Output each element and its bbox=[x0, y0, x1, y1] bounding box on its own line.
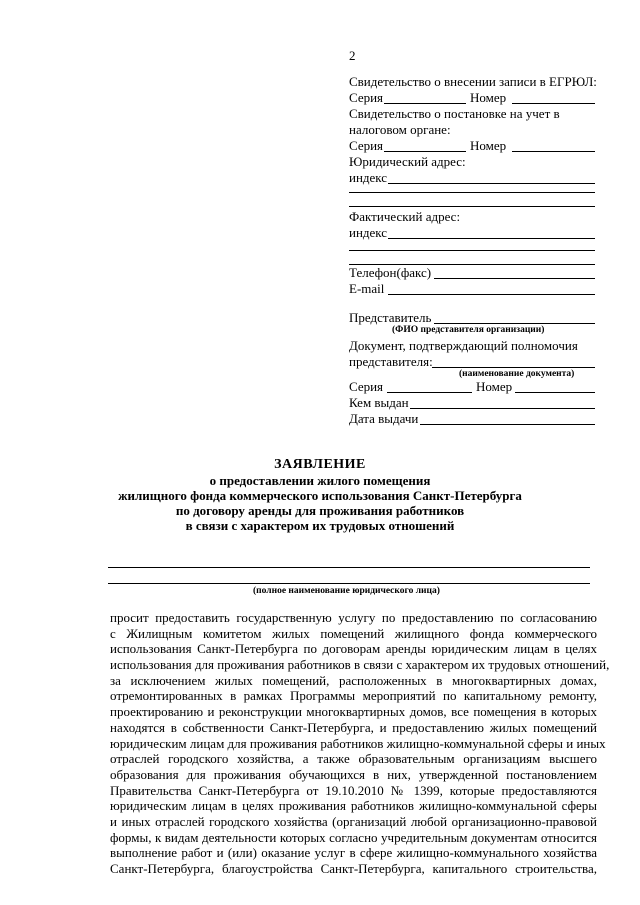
actual-address-label: Фактический адрес: bbox=[349, 209, 461, 224]
body-line: просит предоставить государственную услугу по предоставлению по согласованию bbox=[110, 610, 597, 625]
authority-document-field[interactable] bbox=[432, 367, 595, 368]
body-line: использования для проживания работников в связи с характером их трудовых отношений, bbox=[110, 657, 610, 673]
series-label: Серия bbox=[349, 90, 384, 105]
tax-registration-label-line2: налоговом органе: bbox=[349, 122, 451, 137]
issue-date-field[interactable] bbox=[420, 424, 595, 425]
body-line: отремонтированных в рамках Программы мероприятий по капитальному ремонту, bbox=[110, 688, 597, 704]
egrul-label: Свидетельство о внесении записи в ЕГРЮЛ: bbox=[349, 74, 597, 89]
body-line: за исключением жилых помещений, расположенных в многоквартирных домах, bbox=[110, 672, 597, 688]
legal-address-line-1[interactable] bbox=[349, 192, 595, 193]
number-field-3[interactable] bbox=[515, 392, 595, 393]
page-number: 2 bbox=[349, 48, 356, 63]
authority-document-label-line1: Документ, подтверждающий полномочия bbox=[349, 338, 578, 353]
actual-address-line-1[interactable] bbox=[349, 250, 595, 251]
number-label-2: Номер bbox=[470, 138, 507, 153]
statement-subtitle-line4: в связи с характером их трудовых отношений bbox=[185, 518, 455, 533]
entity-name-line-1[interactable] bbox=[108, 567, 590, 568]
statement-body bbox=[110, 610, 610, 877]
index-label-2: индекс bbox=[349, 225, 388, 240]
authority-document-caption: (наименование документа) bbox=[459, 369, 575, 379]
body-line: с Жилищным комитетом жилых помещений жилищного фонда коммерческого bbox=[110, 625, 597, 641]
issued-by-field[interactable] bbox=[410, 408, 595, 409]
email-field[interactable] bbox=[388, 294, 595, 295]
number-label: Номер bbox=[470, 90, 507, 105]
authority-document-label-line2: представителя: bbox=[349, 354, 433, 369]
issued-by-label: Кем выдан bbox=[349, 395, 409, 410]
entity-name-caption: (полное наименование юридического лица) bbox=[253, 586, 440, 596]
body-line: выполнение работ и (или) оказание услуг в сфере жилищно-коммунального хозяйства bbox=[110, 845, 597, 861]
tax-registration-label-line1: Свидетельство о постановке на учет в bbox=[349, 106, 560, 121]
body-line: использования Санкт-Петербурга по договорам аренды юридическим лицам в целях bbox=[110, 641, 597, 657]
series-field-2[interactable] bbox=[384, 151, 466, 152]
phone-field[interactable] bbox=[434, 278, 595, 279]
representative-caption: (ФИО представителя организации) bbox=[392, 325, 545, 335]
body-line: Правительства Санкт-Петербурга от 19.10.2010 № 1399, которые предоставляются bbox=[110, 782, 597, 798]
body-line: проектированию и реконструкции многоквартирных домов, все помещения в которых bbox=[110, 704, 597, 720]
body-line: формы, к видам деятельности которых согласно учредительным документам относится bbox=[110, 829, 597, 845]
body-line: юридическим лицам для проживания работников жилищно-коммунальной сферы и иных bbox=[110, 735, 606, 751]
body-line: юридическим лицам в целях проживания работников жилищно-коммунальной сферы bbox=[110, 798, 597, 814]
phone-label: Телефон(факс) bbox=[349, 265, 432, 280]
entity-name-line-2[interactable] bbox=[108, 583, 590, 584]
statement-title: ЗАЯВЛЕНИЕ bbox=[274, 457, 366, 472]
number-label-3: Номер bbox=[476, 379, 513, 394]
index-field-2[interactable] bbox=[388, 238, 595, 239]
body-line: Санкт-Петербурга, благоустройства Санкт-Петербурга, капитального строительства, bbox=[110, 861, 597, 876]
number-field[interactable] bbox=[512, 103, 595, 104]
legal-address-label: Юридический адрес: bbox=[349, 154, 466, 169]
body-line: образования для проживания обучающихся в них, утвержденной постановлением bbox=[110, 766, 597, 782]
issue-date-label: Дата выдачи bbox=[349, 411, 419, 426]
body-line: находятся в собственности Санкт-Петербурга, и предоставлению жилых помещений bbox=[110, 719, 597, 735]
statement-subtitle-line2: жилищного фонда коммерческого использования Санкт-Петербурга bbox=[118, 488, 522, 503]
series-field-3[interactable] bbox=[387, 392, 472, 393]
statement-subtitle-line1: о предоставлении жилого помещения bbox=[209, 473, 431, 488]
representative-field[interactable] bbox=[434, 323, 595, 324]
legal-address-line-2[interactable] bbox=[349, 206, 595, 207]
series-field[interactable] bbox=[384, 103, 466, 104]
representative-label: Представитель bbox=[349, 310, 432, 325]
series-label-2: Серия bbox=[349, 138, 384, 153]
body-line: и иных отраслей городского хозяйства (организаций любой организационно-правовой bbox=[110, 813, 597, 829]
series-label-3: Серия bbox=[349, 379, 384, 394]
email-label: E-mail bbox=[349, 281, 385, 296]
number-field-2[interactable] bbox=[512, 151, 595, 152]
index-label: индекс bbox=[349, 170, 388, 185]
index-field[interactable] bbox=[388, 183, 595, 184]
body-line: отраслей городского хозяйства, а также образовательным организациям высшего bbox=[110, 751, 597, 767]
statement-subtitle-line3: по договору аренды для проживания работников bbox=[175, 503, 465, 518]
